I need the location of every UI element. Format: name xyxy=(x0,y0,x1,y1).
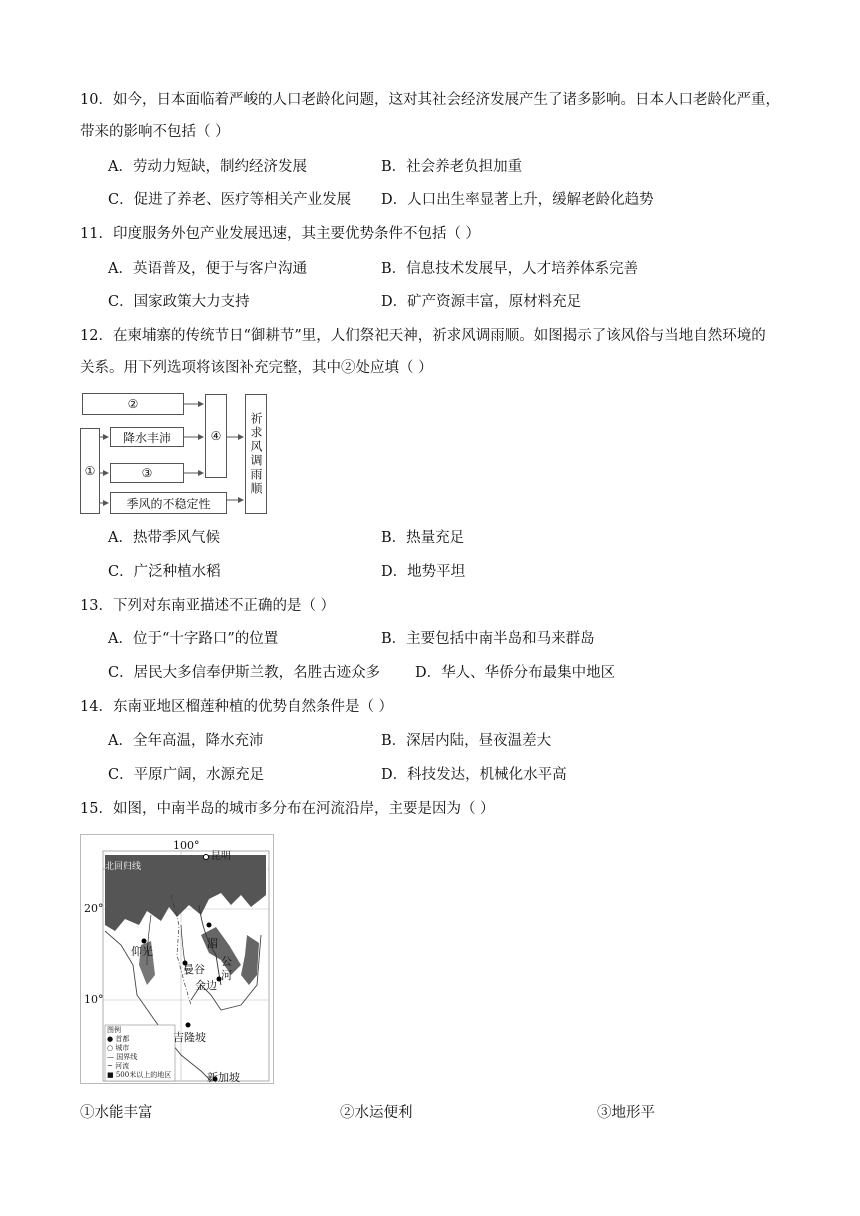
q12-option-c: C．广泛种植水稻 xyxy=(108,564,221,580)
map-singapore: 新加坡 xyxy=(207,1071,240,1084)
map-yangon: 仰光 xyxy=(131,945,153,958)
city-symbol-icon: ○ xyxy=(107,1044,116,1052)
diagram-box-rain xyxy=(110,427,184,447)
q10-option-b: B．社会养老负担加重 xyxy=(381,159,523,175)
legend-high xyxy=(107,1071,171,1080)
q13-option-c: C．居民大多信奉伊斯兰教，名胜古迹众多 xyxy=(108,665,381,681)
q12-option-b: B．热量充足 xyxy=(381,530,465,546)
river-symbol-icon: ~ xyxy=(107,1062,116,1070)
q12-option-a: A．热带季风气候 xyxy=(108,530,220,546)
q15-stem: 15．如图，中南半岛的城市多分布在河流沿岸，主要是因为（ ） xyxy=(80,801,495,817)
diagram-rain-label: 降水丰沛 xyxy=(122,430,171,445)
diagram-box-2 xyxy=(82,393,184,415)
q14-option-b: B．深居内陆，昼夜温差大 xyxy=(381,733,552,749)
map-phnompenh: 金边 xyxy=(195,979,217,992)
legend-city xyxy=(107,1044,171,1053)
legend-capital-label: 首都 xyxy=(115,1035,130,1043)
border-symbol-icon: — xyxy=(107,1053,117,1061)
q11-option-b: B．信息技术发展早，人才培养体系完善 xyxy=(381,261,639,277)
map-legend xyxy=(107,1026,171,1080)
q14-option-a: A．全年高温，降水充沛 xyxy=(108,733,264,749)
q13-stem: 13．下列对东南亚描述不正确的是（ ） xyxy=(80,598,336,614)
q12-stem-line2: 关系。用下列选项将该图补充完整，其中②处应填（ ） xyxy=(80,360,433,376)
q11-option-c: C．国家政策大力支持 xyxy=(108,294,250,310)
q11-stem: 11．印度服务外包产业发展迅速，其主要优势条件不包括（ ） xyxy=(80,226,481,242)
legend-title: 图例 xyxy=(107,1026,121,1034)
q14-option-c: C．平原广阔，水源充足 xyxy=(108,767,265,783)
diagram-box-3 xyxy=(110,463,184,483)
map-bangkok: 曼谷 xyxy=(183,963,205,976)
diagram-box-4-label: ④ xyxy=(210,429,222,443)
map-mekong-1: 湄 xyxy=(207,937,218,950)
diagram-box-result xyxy=(245,394,267,514)
diagram-box-1 xyxy=(80,428,100,514)
map-tropic-label: 北回归线 xyxy=(105,862,142,872)
q15-option-3: ③地形平 xyxy=(597,1105,655,1121)
diagram-box-1-label: ① xyxy=(84,464,96,478)
q12-stem-line1: 12．在柬埔寨的传统节日“御耕节”里，人们祭祀天神，祈求风调雨顺。如图揭示了该风俗与当地自然环境的 xyxy=(80,328,766,344)
map-lat-20: 20° xyxy=(84,902,104,915)
legend-city-label: 城市 xyxy=(115,1044,130,1052)
q15-option-1: ①水能丰富 xyxy=(80,1105,153,1121)
q10-option-d: D．人口出生率显著上升，缓解老龄化趋势 xyxy=(381,192,654,208)
q14-option-d: D．科技发达，机械化水平高 xyxy=(381,767,567,783)
map-lat-10: 10° xyxy=(84,993,104,1006)
q13-option-b: B．主要包括中南半岛和马来群岛 xyxy=(381,631,595,647)
map-lon-100: 100° xyxy=(173,839,200,852)
diagram-result-label: 祈求风调雨顺 xyxy=(249,412,263,496)
map-mekong-2: 公 xyxy=(221,955,232,968)
map-mekong-3: 河 xyxy=(221,969,232,982)
q10-option-c: C．促进了养老、医疗等相关产业发展 xyxy=(108,192,352,208)
diagram-box-2-label: ② xyxy=(127,397,139,411)
q15-option-2: ②水运便利 xyxy=(340,1105,413,1121)
q10-stem-line1: 10．如今，日本面临着严峻的人口老龄化问题，这对其社会经济发展产生了诸多影响。日本人口老龄化严重， xyxy=(80,92,780,108)
legend-high-label: 500米以上的地区 xyxy=(115,1071,172,1079)
q13-option-d: D．华人、华侨分布最集中地区 xyxy=(415,665,616,681)
q11-option-d: D．矿产资源丰富，原材料充足 xyxy=(381,294,582,310)
q10-stem-line2: 带来的影响不包括（ ） xyxy=(80,124,230,140)
diagram-box-4 xyxy=(205,394,227,478)
legend-border-label: 国界线 xyxy=(116,1053,138,1061)
q10-option-a: A．劳动力短缺，制约经济发展 xyxy=(108,159,307,175)
map-kualalumpur: 吉隆坡 xyxy=(173,1031,206,1044)
legend-river-label: 河流 xyxy=(115,1062,130,1070)
map-kunming: 昆明 xyxy=(211,851,231,862)
legend-river xyxy=(107,1062,171,1071)
capital-symbol-icon: ● xyxy=(107,1035,116,1043)
indochina-map xyxy=(80,834,274,1084)
q13-option-a: A．位于“十字路口”的位置 xyxy=(108,631,279,647)
diagram-box-monsoon xyxy=(110,492,227,514)
map-vientiane: 万象 xyxy=(178,917,198,928)
q14-stem: 14．东南亚地区榴莲种植的优势自然条件是（ ） xyxy=(80,699,394,715)
legend-capital xyxy=(107,1035,171,1044)
legend-border xyxy=(107,1053,171,1062)
diagram-monsoon-label: 季风的不稳定性 xyxy=(126,496,211,511)
diagram-box-3-label: ③ xyxy=(141,466,153,480)
q12-option-d: D．地势平坦 xyxy=(381,564,466,580)
highland-symbol-icon: ■ xyxy=(107,1071,116,1079)
q11-option-a: A．英语普及，便于与客户沟通 xyxy=(108,261,307,277)
